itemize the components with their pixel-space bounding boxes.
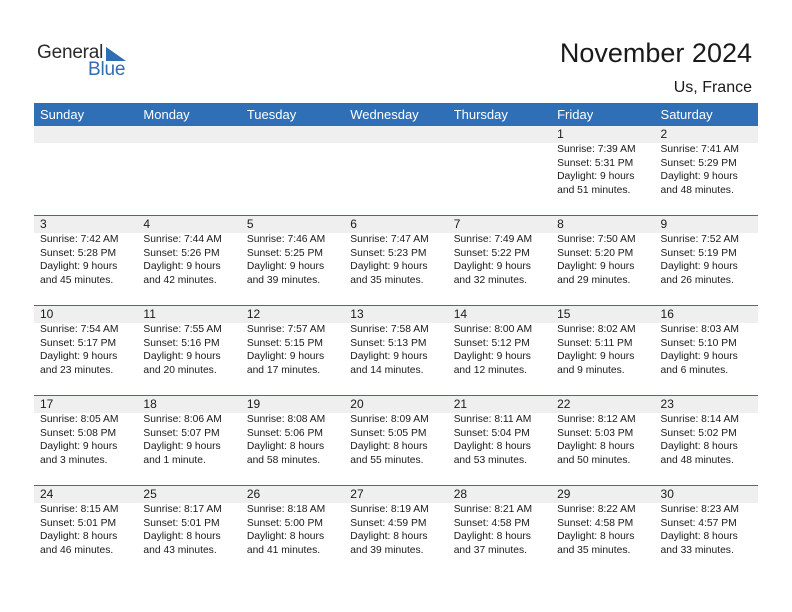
daylight-hours: Daylight: 8 hours: [246, 531, 325, 542]
day-cell: [137, 216, 240, 294]
day-number: 6: [350, 217, 357, 231]
sunrise-time: Sunrise: 7:57 AM: [246, 324, 326, 335]
sunset-time: Sunset: 5:26 PM: [143, 247, 220, 259]
day-cell: [655, 306, 758, 384]
daylight-minutes: and 26 minutes.: [660, 274, 734, 286]
day-cell: [448, 306, 551, 384]
day-cell: [34, 216, 137, 294]
daylight-hours: Daylight: 9 hours: [557, 171, 635, 182]
day-number: 7: [453, 217, 461, 231]
day-number: 2: [660, 127, 668, 141]
daylight-minutes: and 35 minutes.: [350, 274, 424, 286]
daylight-hours: Daylight: 9 hours: [40, 261, 118, 272]
day-cell: [241, 306, 344, 384]
weekday-thursday: Thursday: [453, 107, 508, 122]
sunrise-time: Sunrise: 8:19 AM: [350, 504, 429, 515]
day-number: 20: [350, 397, 364, 411]
empty-day-cell: [448, 126, 551, 204]
day-number: 18: [143, 397, 157, 411]
day-number-band: [344, 126, 447, 143]
daylight-hours: Daylight: 8 hours: [350, 531, 428, 542]
day-number: 28: [453, 487, 468, 501]
day-number: 17: [40, 397, 54, 411]
day-number: 14: [453, 307, 468, 321]
day-cell: [551, 306, 654, 384]
daylight-minutes: and 50 minutes.: [557, 454, 631, 466]
day-number-band: [241, 216, 344, 233]
daylight-minutes: and 32 minutes.: [453, 274, 527, 286]
day-number: 3: [40, 217, 47, 231]
week-row: [34, 395, 758, 474]
daylight-hours: Daylight: 9 hours: [143, 441, 221, 452]
sunset-time: Sunset: 5:00 PM: [246, 517, 323, 529]
day-cell: [34, 306, 137, 384]
day-cell: [137, 396, 240, 474]
daylight-minutes: and 12 minutes.: [453, 364, 527, 376]
daylight-minutes: and 39 minutes.: [350, 544, 424, 556]
day-cell: [241, 396, 344, 474]
sunset-time: Sunset: 5:28 PM: [40, 247, 117, 259]
daylight-hours: Daylight: 8 hours: [453, 441, 531, 452]
day-number: 30: [660, 487, 674, 501]
sunrise-time: Sunrise: 8:11 AM: [453, 414, 532, 425]
sunset-time: Sunset: 5:10 PM: [660, 337, 737, 349]
daylight-minutes: and 39 minutes.: [246, 274, 321, 286]
sunrise-time: Sunrise: 8:15 AM: [40, 504, 119, 515]
sunrise-time: Sunrise: 8:12 AM: [557, 414, 636, 425]
daylight-minutes: and 41 minutes.: [246, 544, 321, 556]
daylight-minutes: and 17 minutes.: [246, 364, 321, 376]
daylight-hours: Daylight: 8 hours: [143, 531, 221, 542]
daylight-minutes: and 43 minutes.: [143, 544, 217, 556]
sunrise-time: Sunrise: 8:09 AM: [350, 414, 429, 425]
daylight-minutes: and 45 minutes.: [40, 274, 114, 286]
sunset-time: Sunset: 5:07 PM: [143, 427, 220, 439]
day-number: 27: [350, 487, 364, 501]
logo: [37, 42, 137, 82]
sunrise-time: Sunrise: 7:49 AM: [453, 234, 533, 245]
day-number: 11: [143, 307, 156, 321]
weekday-monday: Monday: [143, 107, 190, 122]
daylight-minutes: and 58 minutes.: [246, 454, 321, 466]
daylight-minutes: and 20 minutes.: [143, 364, 217, 376]
sunset-time: Sunset: 5:06 PM: [246, 427, 323, 439]
sunset-time: Sunset: 5:04 PM: [453, 427, 530, 439]
sunrise-time: Sunrise: 8:21 AM: [453, 504, 533, 515]
sunset-time: Sunset: 5:23 PM: [350, 247, 427, 259]
sunrise-time: Sunrise: 8:05 AM: [40, 414, 119, 425]
week-row: [34, 305, 758, 384]
day-number-band: [34, 216, 137, 233]
daylight-hours: Daylight: 9 hours: [40, 351, 118, 362]
sunrise-time: Sunrise: 7:52 AM: [660, 234, 739, 245]
day-cell: [655, 396, 758, 474]
day-number: 22: [557, 397, 571, 411]
daylight-minutes: and 1 minute.: [143, 454, 206, 466]
weekday-wednesday: Wednesday: [350, 107, 419, 122]
day-number: 4: [143, 217, 151, 231]
daylight-minutes: and 33 minutes.: [660, 544, 734, 556]
sunset-time: Sunset: 5:15 PM: [246, 337, 323, 349]
day-number-band: [137, 126, 240, 143]
day-number: 21: [453, 397, 468, 411]
day-number: 25: [143, 487, 157, 501]
sunrise-time: Sunrise: 8:18 AM: [246, 504, 326, 515]
day-number-band: [551, 126, 654, 143]
sunrise-time: Sunrise: 8:14 AM: [660, 414, 739, 425]
week-row: [34, 215, 758, 294]
sunrise-time: Sunrise: 8:22 AM: [557, 504, 636, 515]
day-number: 19: [246, 397, 261, 411]
day-cell: [137, 306, 240, 384]
day-cell: [34, 486, 137, 564]
daylight-hours: Daylight: 8 hours: [557, 531, 635, 542]
sunset-time: Sunset: 5:01 PM: [40, 517, 117, 529]
sunrise-time: Sunrise: 7:39 AM: [557, 144, 636, 155]
sunset-time: Sunset: 5:01 PM: [143, 517, 220, 529]
daylight-hours: Daylight: 9 hours: [143, 261, 221, 272]
daylight-hours: Daylight: 9 hours: [660, 261, 738, 272]
day-cell: [241, 216, 344, 294]
daylight-hours: Daylight: 8 hours: [246, 441, 325, 452]
sunset-time: Sunset: 5:08 PM: [40, 427, 117, 439]
day-cell: [137, 486, 240, 564]
logo-word-blue: Blue: [88, 59, 126, 80]
sunrise-time: Sunrise: 8:23 AM: [660, 504, 739, 515]
day-number: 24: [40, 487, 54, 501]
week-row: [34, 126, 758, 204]
sunrise-time: Sunrise: 7:47 AM: [350, 234, 429, 245]
day-cell: [448, 396, 551, 474]
sunset-time: Sunset: 5:20 PM: [557, 247, 634, 259]
sunrise-time: Sunrise: 8:17 AM: [143, 504, 222, 515]
sunset-time: Sunset: 5:03 PM: [557, 427, 634, 439]
week-row: [34, 485, 758, 564]
day-number-band: [551, 216, 654, 233]
day-cell: [655, 216, 758, 294]
day-cell: [655, 126, 758, 204]
daylight-hours: Daylight: 8 hours: [453, 531, 531, 542]
sunrise-time: Sunrise: 8:06 AM: [143, 414, 222, 425]
day-number: 23: [660, 397, 674, 411]
daylight-hours: Daylight: 9 hours: [660, 351, 738, 362]
day-number: 10: [40, 307, 54, 321]
sunrise-time: Sunrise: 7:46 AM: [246, 234, 326, 245]
daylight-minutes: and 6 minutes.: [660, 364, 729, 376]
daylight-hours: Daylight: 8 hours: [350, 441, 428, 452]
sunset-time: Sunset: 5:17 PM: [40, 337, 117, 349]
daylight-minutes: and 48 minutes.: [660, 454, 734, 466]
sunset-time: Sunset: 5:19 PM: [660, 247, 737, 259]
daylight-hours: Daylight: 8 hours: [660, 531, 738, 542]
sunset-time: Sunset: 5:05 PM: [350, 427, 427, 439]
day-cell: [34, 396, 137, 474]
daylight-minutes: and 37 minutes.: [453, 544, 527, 556]
daylight-minutes: and 29 minutes.: [557, 274, 631, 286]
sunrise-time: Sunrise: 7:55 AM: [143, 324, 222, 335]
sunset-time: Sunset: 5:29 PM: [660, 157, 737, 169]
daylight-minutes: and 3 minutes.: [40, 454, 108, 466]
day-number: 15: [557, 307, 571, 321]
daylight-minutes: and 9 minutes.: [557, 364, 625, 376]
daylight-hours: Daylight: 8 hours: [40, 531, 118, 542]
weekday-tuesday: Tuesday: [246, 107, 297, 122]
sunrise-time: Sunrise: 7:44 AM: [143, 234, 222, 245]
sunset-time: Sunset: 5:31 PM: [557, 157, 634, 169]
logo-word-general: General: [37, 42, 104, 63]
empty-day-cell: [137, 126, 240, 204]
location-label: Us, France: [673, 79, 752, 96]
sunset-time: Sunset: 5:25 PM: [246, 247, 323, 259]
daylight-hours: Daylight: 8 hours: [660, 441, 738, 452]
day-number: 13: [350, 307, 364, 321]
daylight-hours: Daylight: 9 hours: [143, 351, 221, 362]
sunrise-time: Sunrise: 8:03 AM: [660, 324, 739, 335]
daylight-hours: Daylight: 9 hours: [246, 351, 325, 362]
sunset-time: Sunset: 5:22 PM: [453, 247, 530, 259]
page-title: November 2024: [559, 38, 752, 68]
empty-day-cell: [34, 126, 137, 204]
day-cell: [551, 396, 654, 474]
day-number: 1: [557, 127, 564, 141]
day-number-band: [34, 126, 137, 143]
sunset-time: Sunset: 5:11 PM: [557, 337, 633, 349]
day-cell: [448, 216, 551, 294]
daylight-hours: Daylight: 9 hours: [350, 261, 428, 272]
daylight-hours: Daylight: 9 hours: [660, 171, 738, 182]
day-number-band: [448, 216, 551, 233]
daylight-minutes: and 53 minutes.: [453, 454, 527, 466]
sunset-time: Sunset: 5:13 PM: [350, 337, 427, 349]
weekday-header: [34, 103, 758, 126]
sunrise-time: Sunrise: 7:54 AM: [40, 324, 119, 335]
daylight-hours: Daylight: 9 hours: [557, 351, 635, 362]
day-number-band: [137, 216, 240, 233]
day-number-band: [241, 126, 344, 143]
daylight-minutes: and 23 minutes.: [40, 364, 114, 376]
daylight-hours: Daylight: 9 hours: [40, 441, 118, 452]
day-cell: [344, 306, 447, 384]
weekday-sunday: Sunday: [40, 107, 85, 122]
sunset-time: Sunset: 5:02 PM: [660, 427, 737, 439]
daylight-minutes: and 48 minutes.: [660, 184, 734, 196]
daylight-minutes: and 14 minutes.: [350, 364, 424, 376]
daylight-minutes: and 55 minutes.: [350, 454, 424, 466]
day-number: 29: [557, 487, 571, 501]
sunset-time: Sunset: 4:59 PM: [350, 517, 427, 529]
day-cell: [344, 396, 447, 474]
day-number: 12: [246, 307, 261, 321]
day-number: 9: [660, 217, 668, 231]
daylight-hours: Daylight: 9 hours: [350, 351, 428, 362]
sunrise-time: Sunrise: 7:58 AM: [350, 324, 429, 335]
sunrise-time: Sunrise: 7:50 AM: [557, 234, 636, 245]
day-cell: [551, 126, 654, 204]
weekday-friday: Friday: [557, 107, 594, 122]
sunset-time: Sunset: 5:16 PM: [143, 337, 220, 349]
daylight-hours: Daylight: 8 hours: [557, 441, 635, 452]
day-number: 8: [557, 217, 564, 231]
daylight-minutes: and 35 minutes.: [557, 544, 631, 556]
day-cell: [448, 486, 551, 564]
day-number-band: [344, 216, 447, 233]
day-cell: [344, 486, 447, 564]
daylight-minutes: and 42 minutes.: [143, 274, 217, 286]
day-cell: [655, 486, 758, 564]
daylight-hours: Daylight: 9 hours: [246, 261, 325, 272]
daylight-hours: Daylight: 9 hours: [453, 261, 531, 272]
empty-day-cell: [241, 126, 344, 204]
daylight-hours: Daylight: 9 hours: [557, 261, 635, 272]
empty-day-cell: [344, 126, 447, 204]
sunset-time: Sunset: 4:58 PM: [557, 517, 634, 529]
weekday-saturday: Saturday: [660, 107, 713, 122]
day-number: 5: [246, 217, 254, 231]
sunrise-time: Sunrise: 7:41 AM: [660, 144, 739, 155]
sunset-time: Sunset: 5:12 PM: [453, 337, 530, 349]
day-number-band: [655, 216, 758, 233]
daylight-minutes: and 51 minutes.: [557, 184, 631, 196]
sunset-time: Sunset: 4:57 PM: [660, 517, 737, 529]
day-cell: [551, 486, 654, 564]
day-number: 26: [246, 487, 261, 501]
day-cell: [551, 216, 654, 294]
sunrise-time: Sunrise: 7:42 AM: [40, 234, 119, 245]
daylight-hours: Daylight: 9 hours: [453, 351, 531, 362]
day-number-band: [655, 126, 758, 143]
day-cell: [241, 486, 344, 564]
sunrise-time: Sunrise: 8:02 AM: [557, 324, 636, 335]
daylight-minutes: and 46 minutes.: [40, 544, 114, 556]
sunrise-time: Sunrise: 8:00 AM: [453, 324, 533, 335]
day-cell: [344, 216, 447, 294]
day-number: 16: [660, 307, 674, 321]
sunrise-time: Sunrise: 8:08 AM: [246, 414, 326, 425]
day-number-band: [448, 126, 551, 143]
sunset-time: Sunset: 4:58 PM: [453, 517, 530, 529]
